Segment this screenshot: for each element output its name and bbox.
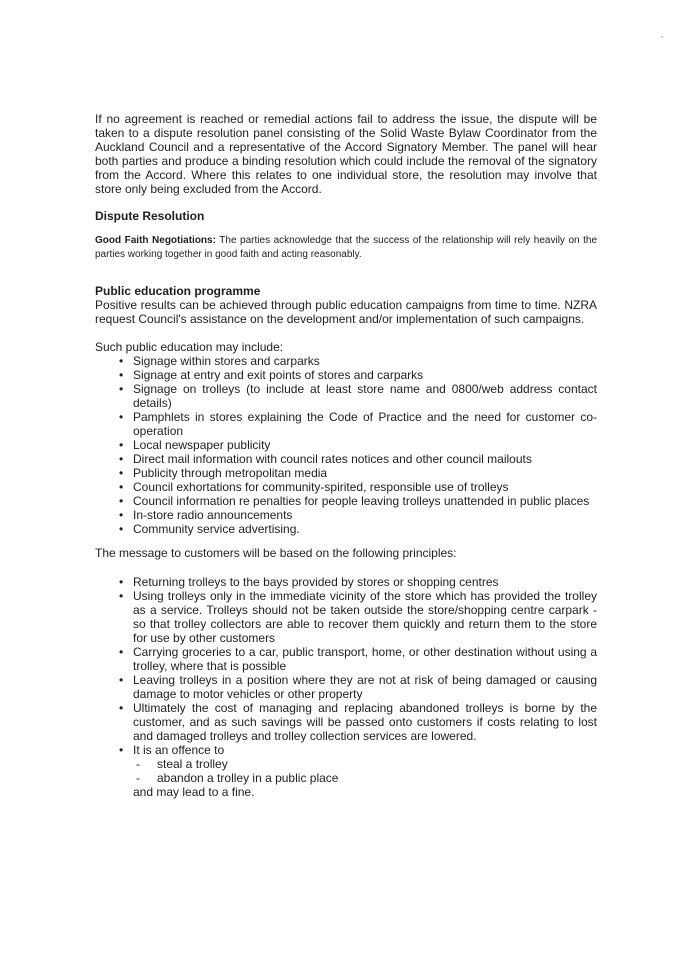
good-faith-paragraph xyxy=(95,234,597,262)
offence-entry: - abandon a trolley in a public place xyxy=(133,771,597,785)
list-item: • Carrying groceries to a car, public transport, home, or other destination without using a trolley, where that is possible xyxy=(119,645,597,673)
public-education-intro: Positive results can be achieved through public education campaigns from time to time. NZRA request Council's assistance on the development and/or implementation of such campaigns. xyxy=(95,298,597,326)
may-include-text: Such public education may include: xyxy=(95,340,284,354)
offence-entry: - steal a trolley xyxy=(133,757,597,771)
message-intro: The message to customers will be based on the following principles: xyxy=(95,546,457,560)
offence-list xyxy=(133,757,597,785)
list-item: • Publicity through metropolitan media xyxy=(119,466,597,480)
education-list xyxy=(119,354,597,536)
list-item: • Signage on trolleys (to include at least store name and 0800/web address contact details) xyxy=(119,382,597,410)
list-item: • Council information re penalties for people leaving trolleys unattended in public places xyxy=(119,494,597,508)
list-item: • Direct mail information with council rates notices and other council mailouts xyxy=(119,452,597,466)
fine-text: and may lead to a fine. xyxy=(133,785,255,799)
public-education-heading: Public education programme xyxy=(95,284,261,298)
principles-list xyxy=(119,575,597,799)
list-item: • Ultimately the cost of managing and replacing abandoned trolleys is borne by the customer, and as such savings will be passed onto customers if costs relating to lost and damaged trolleys and trolley collection services are lowered. xyxy=(119,701,597,743)
dispute-resolution-heading: Dispute Resolution xyxy=(95,209,205,223)
list-item: • Local newspaper publicity xyxy=(119,438,597,452)
list-item: • Pamphlets in stores explaining the Code of Practice and the need for customer co-operation xyxy=(119,410,597,438)
list-item: • In-store radio announcements xyxy=(119,508,597,522)
intro-paragraph: If no agreement is reached or remedial actions fail to address the issue, the dispute will be taken to a dispute resolution panel consisting of the Solid Waste Bylaw Coordinator from the Auckland Council and a representative of the Accord Signatory Member. The panel will hear both parties and produce a binding resolution which could include the removal of the signatory from the Accord. Where this relates to one individual store, the resolution may involve that store only being excluded from the Accord. xyxy=(95,112,597,196)
list-item: • Returning trolleys to the bays provided by stores or shopping centres xyxy=(119,575,597,589)
list-item: • Signage at entry and exit points of stores and carparks xyxy=(119,368,597,382)
offence-item xyxy=(119,743,597,799)
list-item: • Leaving trolleys in a position where they are not at risk of being damaged or causing damage to motor vehicles or other property xyxy=(119,673,597,701)
offence-intro: It is an offence to xyxy=(133,743,225,757)
list-item: • Community service advertising. xyxy=(119,522,597,536)
list-item: • Using trolleys only in the immediate vicinity of the store which has provided the trolley as a service. Trolleys should not be taken outside the store/shopping centre carpark - so that trolley collectors are able to recover them quickly and return them to the store for use by other customers xyxy=(119,589,597,645)
list-item: • Signage within stores and carparks xyxy=(119,354,597,368)
good-faith-label: Good Faith Negotiations: xyxy=(95,235,216,246)
list-item: • Council exhortations for community-spirited, responsible use of trolleys xyxy=(119,480,597,494)
good-faith-text: The parties acknowledge that the success of the relationship will rely heavily on the parties working together in good faith and acting reasonably. xyxy=(95,235,597,260)
scan-speck xyxy=(661,36,663,38)
